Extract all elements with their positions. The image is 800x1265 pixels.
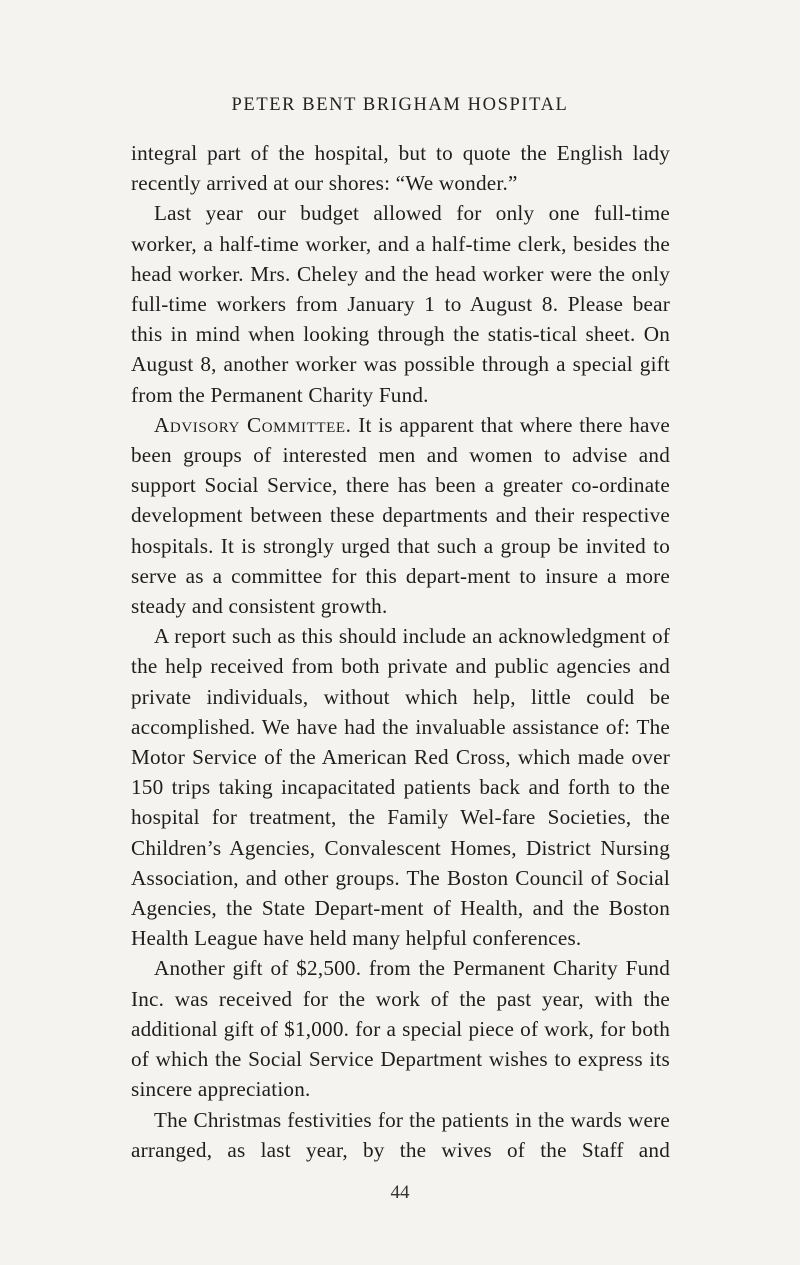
paragraph-5-text: Another gift of $2,500. from the Permanent Charity Fund Inc. was received for the work of the past year, with the additional gift of $1,000. for a special piece of work, for both of which the Social Service Department wishes to express its sincere appreciation. bbox=[131, 956, 670, 1102]
paragraph-3 bbox=[131, 410, 670, 621]
page-number: 44 bbox=[390, 1182, 410, 1203]
paragraph-2-text: Last year our budget allowed for only one full-time worker, a half-time worker, and a half-time clerk, besides the head worker. Mrs. Cheley and the head worker were the only full-time workers from January 1 to August 8. Please bear this in mind when looking through the statis-tical sheet. On August 8, another worker was possible through a special gift from the Permanent Charity Fund. bbox=[131, 201, 670, 407]
paragraph-1 bbox=[131, 138, 670, 198]
paragraph-4-text: A report such as this should include an acknowledgment of the help received from both private and public agencies and private individuals, without which help, little could be accomplished. We have had the invaluable assistance of: The Motor Service of the American Red Cross, which made over 150 trips taking incapacitated patients back and forth to the hospital for treatment, the Family Wel-fare Societies, the Children’s Agencies, Convalescent Homes, District Nursing Association, and other groups. The Boston Council of Social Agencies, the State Depart-ment of Health, and the Boston Health League have held many helpful conferences. bbox=[131, 624, 670, 951]
paragraph-4 bbox=[131, 621, 670, 953]
paragraph-2 bbox=[131, 198, 670, 409]
paragraph-1-text: integral part of the hospital, but to quote the English lady recently arrived at our shores: “We wonder.” bbox=[131, 141, 670, 196]
paragraph-6 bbox=[131, 1105, 670, 1165]
running-head: PETER BENT BRIGHAM HOSPITAL bbox=[231, 95, 569, 115]
paragraph-6-text: The Christmas festivities for the patients in the wards were arranged, as last year, by the wives of the Staff and bbox=[131, 1107, 670, 1162]
section-heading-advisory-committee: Advisory Committee. bbox=[154, 412, 352, 437]
paragraph-3-text: It is apparent that where there have been groups of interested men and women to advise and support Social Service, there has been a greater co-ordinate development between these departments and their respective hospitals. It is strongly urged that such a group be invited to serve as a committee for this depart-ment to insure a more steady and consistent growth. bbox=[131, 412, 670, 619]
paragraph-5 bbox=[131, 953, 670, 1104]
body-text bbox=[131, 138, 670, 1165]
